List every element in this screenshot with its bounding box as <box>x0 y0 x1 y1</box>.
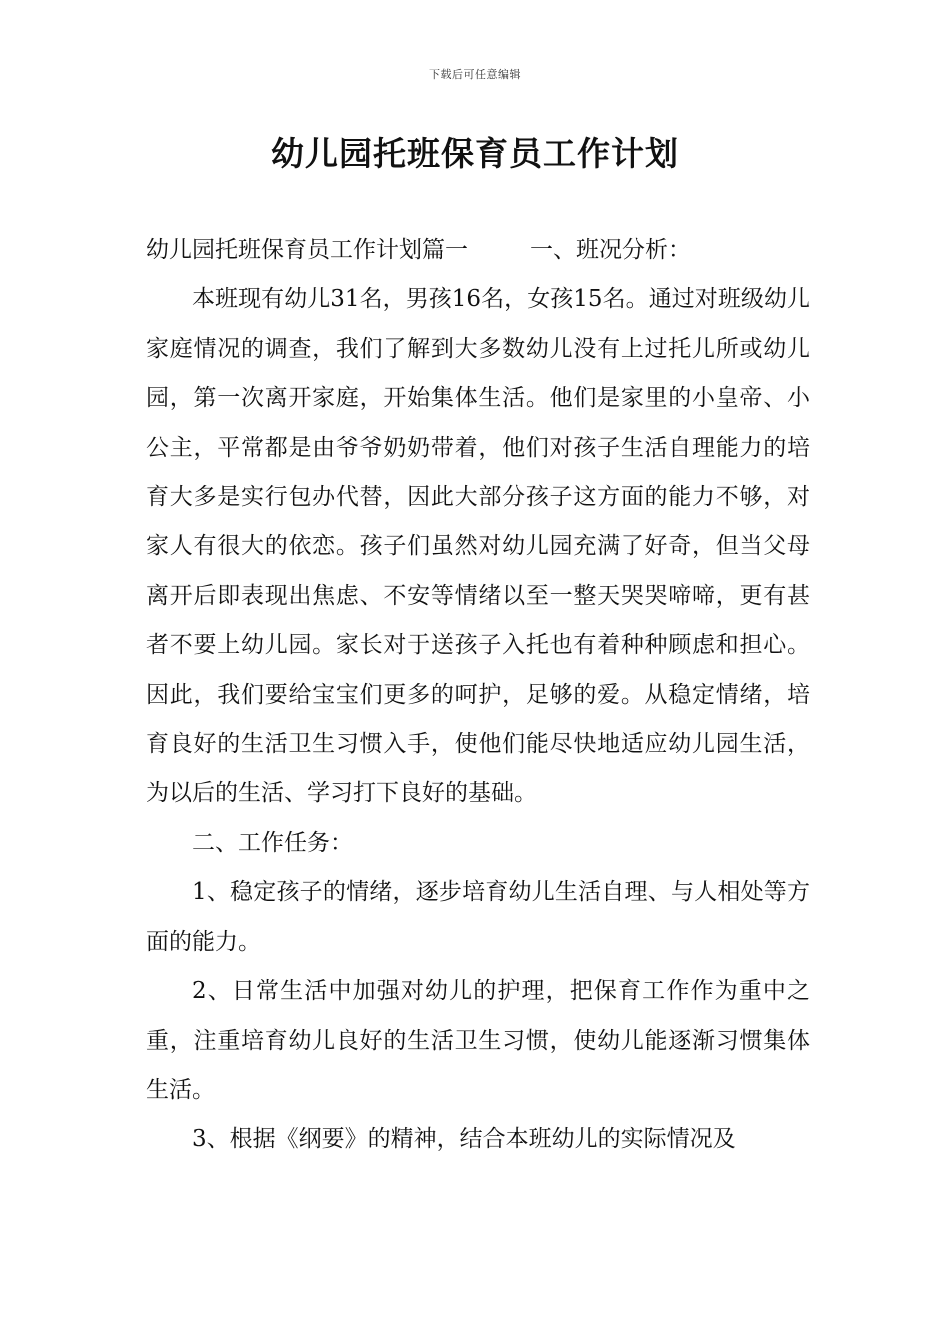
task-item-2: 2、日常生活中加强对幼儿的护理，把保育工作作为重中之重，注重培育幼儿良好的生活卫生习惯，使幼儿能逐渐习惯集体生活。 <box>146 978 810 1103</box>
header-note: 下载后可任意编辑 <box>429 68 521 81</box>
part-label: 幼儿园托班保育员工作计划篇一 <box>146 237 468 263</box>
section-heading-tasks: 二、工作任务： <box>192 829 353 856</box>
document-title: 幼儿园托班保育员工作计划 <box>271 134 679 173</box>
task-item-3: 3、根据《纲要》的精神，结合本班幼儿的实际情况及 <box>192 1126 736 1153</box>
section-subheading <box>146 226 810 275</box>
task-item-1: 1、稳定孩子的情绪，逐步培育幼儿生活自理、与人相处等方面的能力。 <box>146 879 810 955</box>
paragraph-class-analysis: 本班现有幼儿31名，男孩16名，女孩15名。通过对班级幼儿家庭情况的调查，我们了解到大多数幼儿没有上过托儿所或幼儿园，第一次离开家庭，开始集体生活。他们是家里的小皇帝、小公主，平常都是由爷爷奶奶带着，他们对孩子生活自理能力的培育大多是实行包办代替，因此大部分孩子这方面的能力不够，对家人有很大的依恋。孩子们虽然对幼儿园充满了好奇，但当父母离开后即表现出焦虑、不安等情绪以至一整天哭哭啼啼，更有甚者不要上幼儿园。家长对于送孩子入托也有着种种顾虑和担心。因此，我们要给宝宝们更多的呵护，足够的爱。从稳定情绪，培育良好的生活卫生习惯入手，使他们能尽快地适应幼儿园生活，为以后的生活、学习打下良好的基础。 <box>146 286 810 807</box>
document-body <box>146 226 810 1165</box>
section-label: 一、班况分析： <box>530 237 691 263</box>
